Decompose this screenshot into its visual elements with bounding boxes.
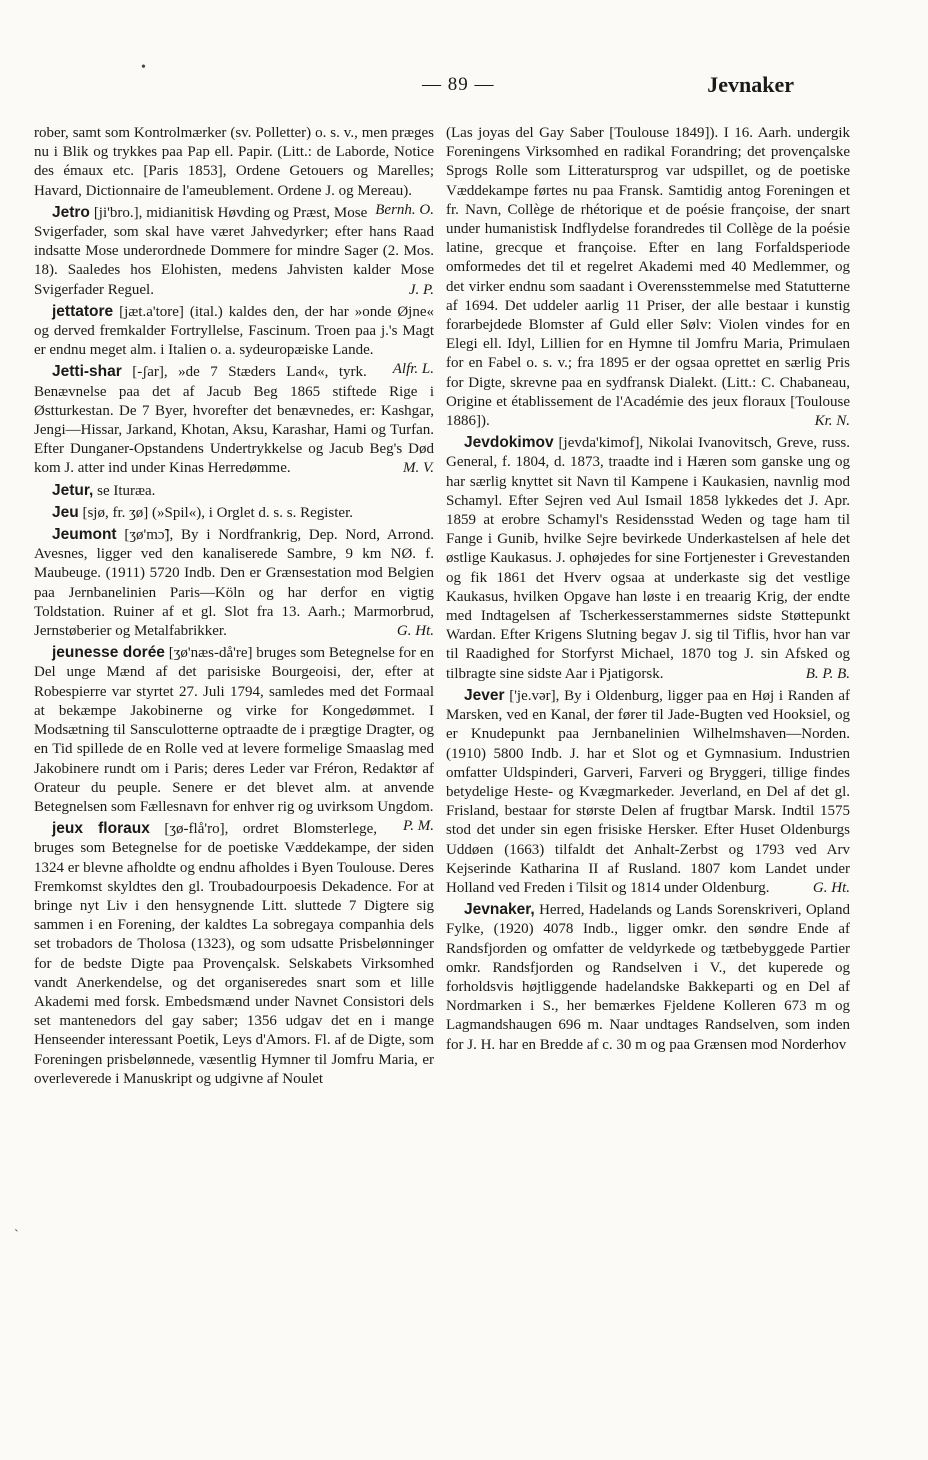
entry-text: [ʒø-flå'ro], ordret Blomsterlege, bruges som Betegnelse for de poetiske Væddekampe, der siden 1324 er blevne afholdte og endnu afholdes i Byen Toulouse. Deres Fremkomst skyldtes den gl. Troubadourpoesis Dekadence. For at bringe nyt Liv i den hensygnende Litt. sluttede 7 Digtere sig sammen i en Forening, der kaldtes La sobregaya companhia dels set trobadors de Tholosa (1323), og som udsatte Prisbelønninger for de bedste Digte paa Provençalsk. Selskabets Virksomhed vandt Anerkendelse, og det organiseredes snart som et lille Akademi med forsk. Embedsmænd under Navnet Consistori dels set mantenedors del gay saber; 1356 udgav det en i mange Henseender interessant Poetik, Leys d'Amors. Fl. af de Digte, som Foreningen prisbelønnede, væsentlig Hymner til Jomfru Maria, er overleverede i Manuskript og udgivne af Noulet [34, 821, 434, 1087]
entry-text: ['je.vər], By i Oldenburg, ligger paa en Høj i Randen af Marsken, ved en Kanal, der fører til Jade-Bugten ved Hooksiel, og er Knudepunkt paa Jernbanelinien Wilhelmshaven—Norden. (1910) 5800 Indb. J. har et Slot og et Gymnasium. Industrien omfatter Uldspinderi, Garveri, Farveri og Bryggeri, tillige findes betydelige Heste- og Kvægmarkeder. Jeverland, en Del af det gl. Frisland, bestaar for største Delen af frugtbar Marsk. Indtil 1575 stod det under sin egen frisiske Hersker. Efter Huset Oldenburgs Uddøen (1663) tilfaldt det Anhalt-Zerbst og 1793 ved Arv Kejserinde Katharina II af Rusland. 1807 kom Landet under Holland ved Freden i Tilsit og 1814 under Oldenburg. [446, 687, 850, 896]
entry-headword: Jever [464, 686, 505, 704]
author-signature: M. V. [403, 460, 434, 477]
dictionary-entry [34, 481, 434, 501]
entry-text: [ʒø'mɔ̃], By i Nordfrankrig, Dep. Nord, Arrond. Avesnes, ligger ved den kanaliserede Sambre, 9 km NØ. f. Maubeuge. (1911) 5720 Indb. Den er Grænsestation mod Belgien paa Jernbanelinien Paris—Köln og har derfor en vigtig Toldstation. Ruiner af et gl. Slot fra 13. Aarh.; Marmorbrud, Jernstøberier og Metalfabrikker. [34, 527, 434, 640]
right-column [446, 124, 850, 1057]
entry-headword: Jetur, [52, 481, 94, 499]
entry-headword: jettatore [52, 302, 114, 320]
dictionary-entry [34, 203, 434, 300]
entry-text: [ʒø'næs-då're] bruges som Betegnelse for en Del unge Mænd af det parisiske Bourgeoisi, der, efter at Robespierre var styrtet 27. Juli 1794, samledes med det Formaal at bekæmpe Jakobinerne og virke for Kongedømmet. I Modsætning til Sansculotterne optraadte de i prægtige Dragter, og en Tid spillede de en Rolle ved at levere formelige Smaaslag med Jakobinere rundt om i Paris; deres Leder var Fréron, Redaktør af Orateur du peuple. Senere er det blevet alm. at anvende Betegnelsen som Fællesnavn for enhver rig og uvirksom Ungdom. [34, 645, 435, 815]
running-head: Jevnaker [707, 72, 794, 97]
entry-text: [jæt.a'tore] (ital.) kaldes den, der har »onde Øjne« og derved fremkalder Fortryllelse, Fascinum. Troen paa j.'s Magt er endnu meget alm. i Italien o. a. sydeuropæiske Lande. [34, 303, 435, 359]
dictionary-entry [446, 124, 850, 431]
dictionary-entry [34, 525, 434, 641]
author-signature: B. P. B. [805, 665, 850, 682]
entry-headword: Jeu [52, 503, 79, 521]
dictionary-entry [34, 819, 434, 1089]
author-signature: Kr. N. [814, 413, 850, 430]
author-signature: P. M. [403, 818, 434, 835]
stray-mark: ˋ [14, 1228, 19, 1243]
dictionary-entry [446, 900, 850, 1055]
entry-headword: Jetro [52, 203, 90, 221]
entry-text: (Las joyas del Gay Saber [Toulouse 1849]). I 16. Aarh. undergik Foreningens Virksomhed en radikal Forandring; det provençalske Sprogs Rolle som Litteratursprog var udspillet, og de poetiske Væddekampe førtes nu paa Fransk. Samtidig antog Foreningen et fr. Navn, Collège de rhétorique et de poésie françoise, der snart under humanistisk Indflydelse forandredes til Collège de la poésie latine, grecque et françoise. Efter en lang Forfaldsperiode omformedes det til et regelret Akademi med 40 Medlemmer, og det virker endnu som saadant i Overensstemmelse med Statutterne af 1694. Det uddeler aarlig 11 Priser, der alle bestaar i kunstig forarbejdede Blomster af Guld eller Sølv: Violen vindes for en Elegi ell. Idyl, Lillien for en Hymne til Jomfru Maria, Primulaen for en Fabel o. s. v.; fra 1895 er der ogsaa oprettet en særlig Pris for Digte, skrevne paa en sydfransk Dialekt. (Litt.: C. Chabaneau, Origine et établissement de l'Académie des jeux floraux [Toulouse 1886]). [446, 125, 850, 430]
entry-text: Herred, Hadelands og Lands Sorenskriveri, Opland Fylke, (1920) 4078 Indb., ligger omkr. den søndre Ende af Randsfjorden og omfatter de veldyrkede og tætbebyggede Partier omkr. Randsfjorden og Randselven i V., det kuperede og forholdsvis højtliggende hadelandske Bakkeparti og en Del af Nordmarken i S., her bemærkes Fjeldene Kolleren 673 m og Lagmandshaugen 696 m. Naar undtages Randselven, som inden for J. H. har en Bredde af c. 30 m og paa Grænsen mod Norderhov [446, 902, 850, 1053]
author-signature: Alfr. L. [392, 361, 434, 378]
author-signature: G. Ht. [812, 879, 850, 896]
left-column [34, 124, 434, 1091]
entry-headword: jeux floraux [52, 820, 150, 838]
entry-headword: Jevdokimov [464, 434, 554, 452]
dictionary-entry [446, 433, 850, 684]
entry-text: [sjø, fr. ʒø] (»Spil«), i Orglet d. s. s. Register. [82, 504, 354, 521]
dictionary-entry [34, 503, 434, 523]
dictionary-entry [446, 686, 850, 898]
author-signature: Bernh. O. [375, 201, 434, 218]
stray-mark: • [141, 60, 146, 75]
entry-text: [jevda'kimof], Nikolai Ivanovitsch, Greve, russ. General, f. 1804, d. 1873, traadte ind i Hæren som ganske ung og har særlig knyttet sit Navn til Kampene i Kaukasien, navnlig mod Schamyl. Efter Sejren ved Aul Ismail 1858 lykkedes det J. Apr. 1859 at erobre Schamyl's Residensstad Weden og tage ham til Fange i Gunib, hvilke Sejre bevirkede Underkastelsen af hele det østlige Kaukasus. J. ophøjedes for sine Fortjenester i Grevestanden og fik 1861 det Hverv ogsaa at underkaste sig det vestlige Kaukasus, hvilken Opgave han løste i en treaarig Krig, der endte med Indtagelsen af Tscherkesserstammernes sidste Støttepunkt Wardan. Efter Krigens Slutning begav J. sig til Tiflis, hvor han var til Raadighed for Storfyrst Michael, 1870 tog J. sin Afsked og tilbragte sine sidste Aar i Pjatigorsk. [446, 435, 851, 682]
entry-headword: jeunesse dorée [52, 644, 165, 662]
dictionary-entry [34, 362, 434, 478]
entry-text: [-ʃar], »de 7 Stæders Land«, tyrk. Benævnelse paa det af Jacub Beg 1865 stiftede Rige i Østturkestan. De 7 Byer, hvorefter det benævnedes, er: Kashgar, Jengi—Hissar, Jarkand, Khotan, Aksu, Karashar, Hami og Turfan. Efter Dunganer-Opstandens Undertrykkelse og Jacub Beg's Død kom J. atter ind under Kinas Herredømme. [34, 364, 434, 477]
entry-headword: Jevnaker, [464, 901, 535, 919]
entry-headword: Jetti-shar [52, 363, 122, 381]
author-signature: J. P. [408, 281, 434, 298]
entry-text: rober, samt som Kontrolmærker (sv. Polletter) o. s. v., men præges nu i Blik og trykkes paa Pap ell. Papir. (Litt.: de Laborde, Notice des émaux etc. [Paris 1853], Ordene Getouers og Marelles; Havard, Dictionnaire de l'ameublement. Ordene J. og Mereau). [34, 125, 434, 199]
author-signature: G. Ht. [396, 623, 434, 640]
entry-text: se Ituræa. [97, 482, 156, 499]
entry-headword: Jeumont [52, 526, 117, 544]
page-number: — 89 — [422, 74, 495, 95]
entry-text: [ji'bro.], midianitisk Høvding og Præst, Mose Svigerfader, som skal have været Jahvedyrker; efter hans Raad indsatte Mose underordnede Dommere for mindre Sager (2. Mos. 18). Saaledes hos Elohisten, medens Jahvisten kalder Mose Svigerfader Reguel. [34, 204, 434, 298]
page-header [34, 72, 794, 102]
